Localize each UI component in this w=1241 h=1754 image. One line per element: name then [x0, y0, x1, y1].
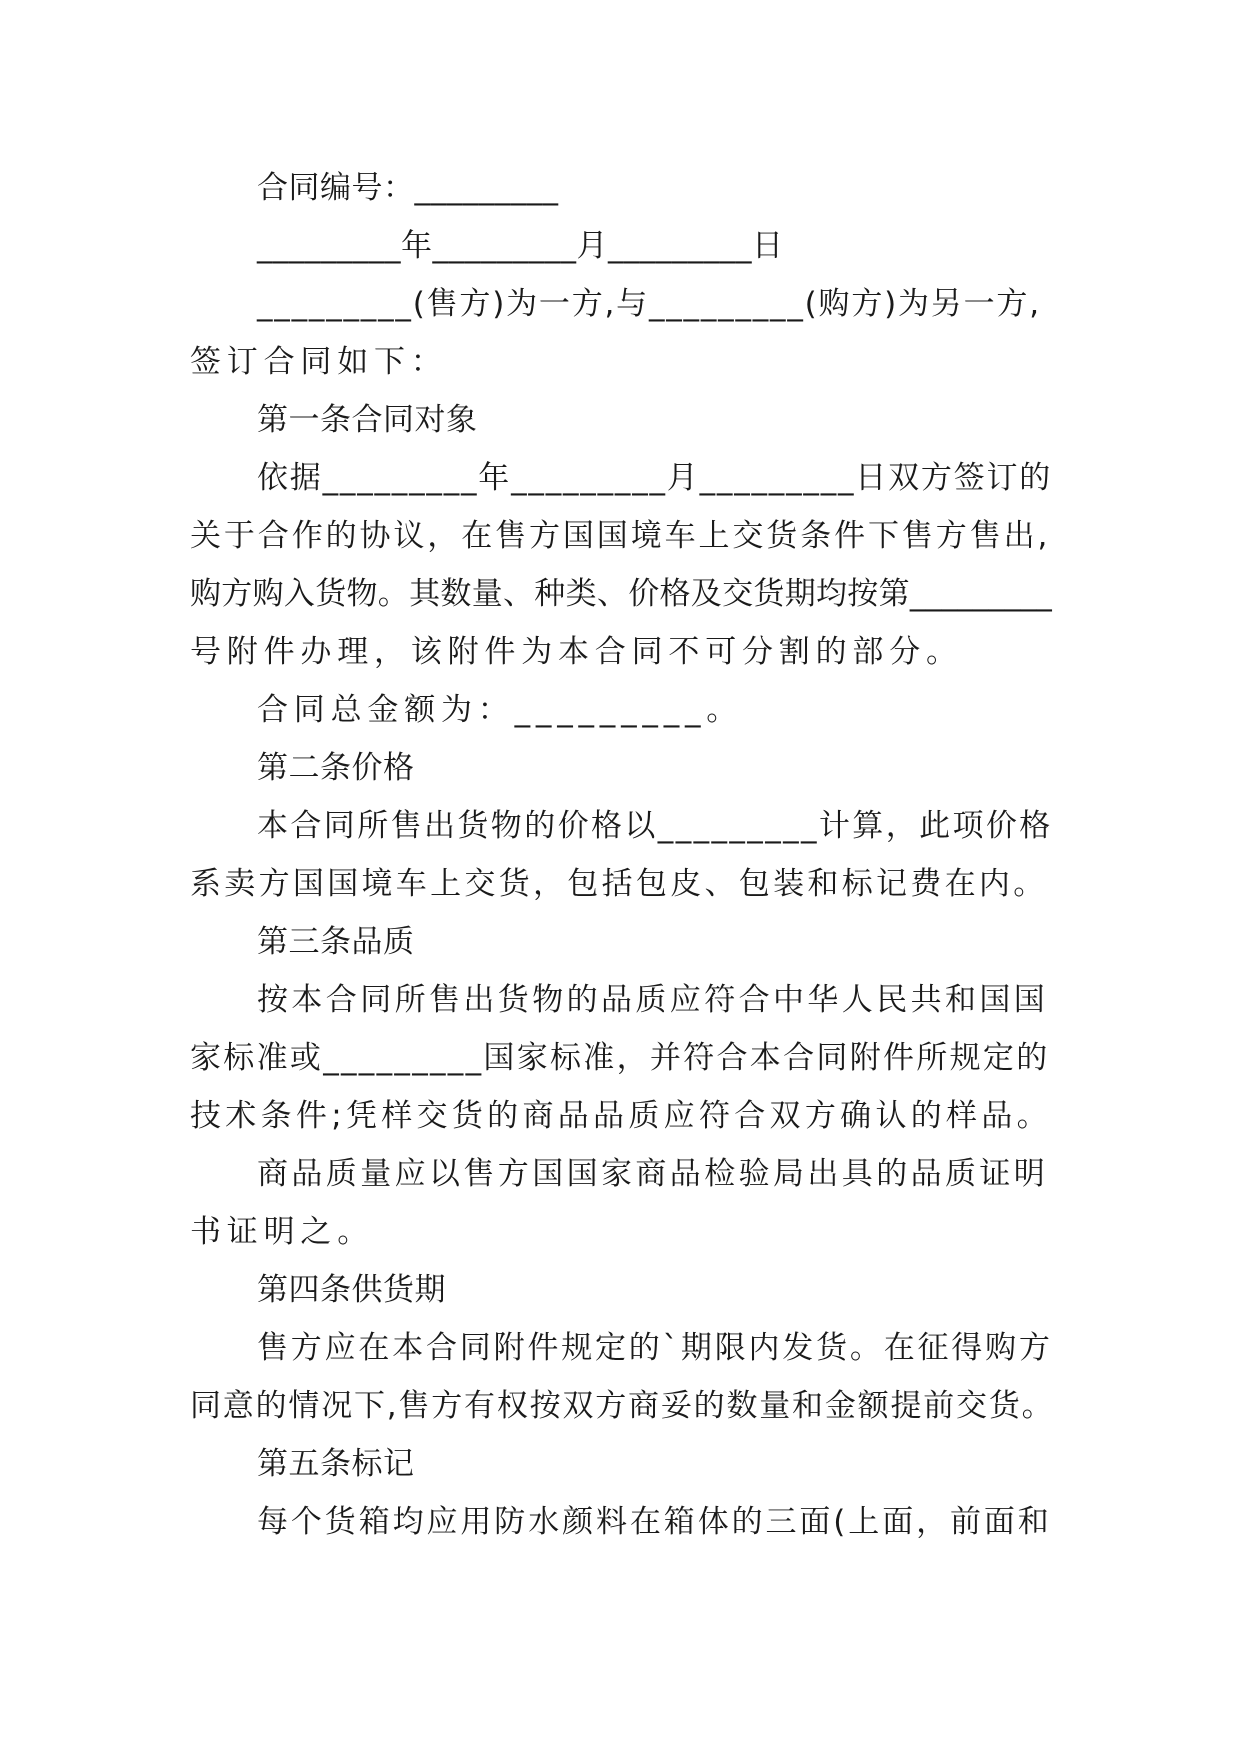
- article-4-para-line-2: 同意的情况下,售方有权按双方商妥的数量和金额提前交货。: [190, 1388, 1055, 1424]
- article-4-para-line-1: 售方应在本合同附件规定的`期限内发货。在征得购方: [257, 1330, 1053, 1366]
- article-1-para-line-2: 关于合作的协议，在售方国国境车上交货条件下售方售出,: [190, 518, 1051, 554]
- article-3-para-line-1: 按本合同所售出货物的品质应符合中华人民共和国国: [257, 982, 1049, 1018]
- total-amount-line: 合同总金额为：_________。: [257, 692, 744, 728]
- article-4-heading: 第四条供货期: [257, 1272, 446, 1308]
- article-1-heading: 第一条合同对象: [257, 402, 478, 438]
- article-3-para-line-2: 家标准或_________国家标准，并符合本合同附件所规定的: [190, 1040, 1050, 1076]
- article-3-para2-line-1: 商品质量应以售方国国家商品检验局出具的品质证明: [257, 1156, 1049, 1192]
- parties-line-cont: 签订合同如下：: [190, 344, 448, 380]
- article-3-para2-line-2: 书证明之。: [190, 1214, 374, 1250]
- article-1-para-line-4: 号附件办理，该附件为本合同不可分割的部分。: [190, 634, 963, 670]
- article-1-para-line-3: 购方购入货物。其数量、种类、价格及交货期均按第_________: [190, 576, 1053, 612]
- article-2-heading: 第二条价格: [257, 750, 415, 786]
- article-1-para-line-1: 依据_________年_________月_________日双方签订的: [257, 460, 1053, 496]
- article-5-heading: 第五条标记: [257, 1446, 415, 1482]
- contract-number-line: 合同编号：_________: [257, 170, 559, 206]
- article-2-para-line-1: 本合同所售出货物的价格以_________计算，此项价格: [257, 808, 1053, 844]
- parties-line: _________(售方)为一方,与_________(购方)为另一方,: [257, 286, 1041, 322]
- article-5-para-line-1: 每个货箱均应用防水颜料在箱体的三面(上面，前面和: [257, 1504, 1052, 1540]
- article-2-para-line-2: 系卖方国国境车上交货，包括包皮、包装和标记费在内。: [190, 866, 1048, 902]
- article-3-heading: 第三条品质: [257, 924, 415, 960]
- date-line: _________年_________月_________日: [257, 228, 784, 264]
- article-3-para-line-3: 技术条件;凭样交货的商品品质应符合双方确认的样品。: [190, 1098, 1052, 1134]
